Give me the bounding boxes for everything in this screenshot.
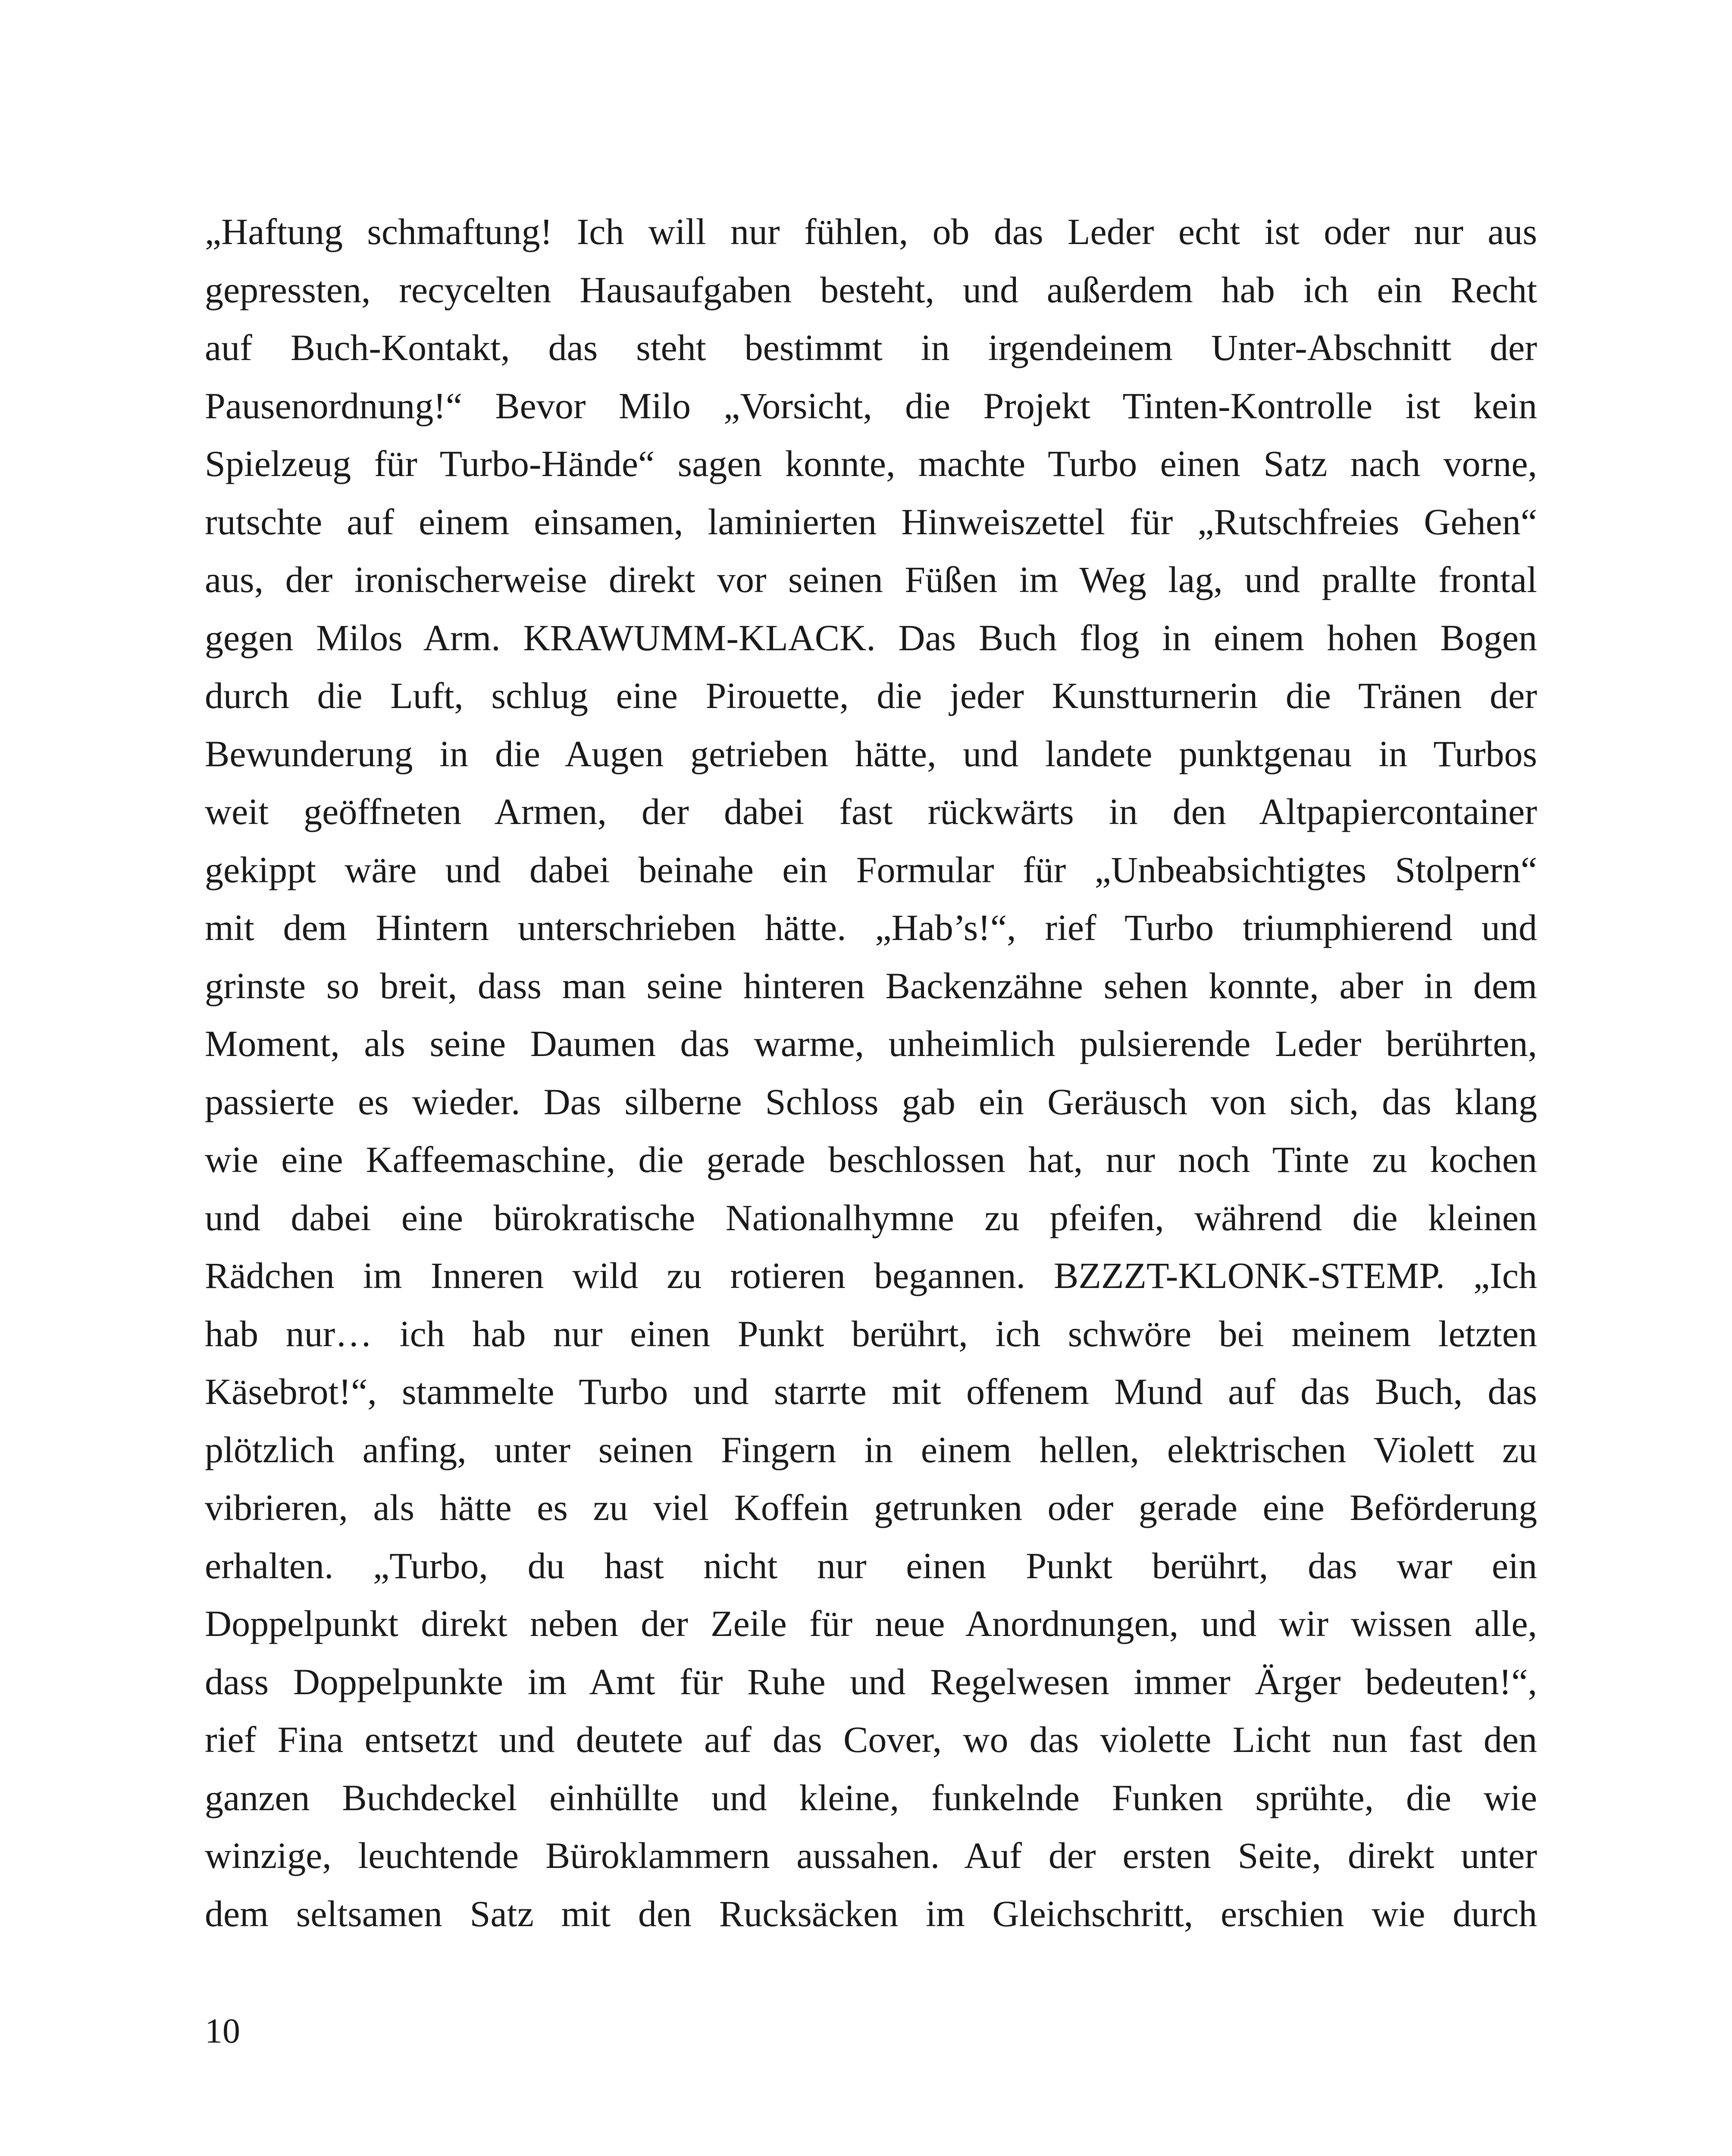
text-line: rief Fina entsetzt und deutete auf das Cover, wo das violette Licht nun fast den — [205, 1719, 1537, 1760]
text-line: gekippt wäre und dabei beinahe ein Formular für „Unbeabsichtigtes Stolpern“ — [205, 849, 1537, 890]
text-line: Moment, als seine Daumen das warme, unheimlich pulsierende Leder berührten, — [205, 1023, 1537, 1064]
text-line: winzige, leuchtende Büroklammern aussahen. Auf der ersten Seite, direkt unter — [205, 1835, 1537, 1876]
text-line: vibrieren, als hätte es zu viel Koffein getrunken oder gerade eine Beförderung — [205, 1487, 1537, 1528]
text-line: plötzlich anfing, unter seinen Fingern in einem hellen, elektrischen Violett zu — [205, 1429, 1537, 1470]
text-line: Rädchen im Inneren wild zu rotieren begannen. BZZZT-KLONK-STEMP. „Ich — [205, 1255, 1537, 1296]
text-line: weit geöffneten Armen, der dabei fast rückwärts in den Altpapiercontainer — [205, 791, 1537, 832]
text-line: wie eine Kaffeemaschine, die gerade beschlossen hat, nur noch Tinte zu kochen — [205, 1139, 1537, 1180]
text-line: Bewunderung in die Augen getrieben hätte, und landete punktgenau in Turbos — [205, 733, 1537, 774]
text-line: erhalten. „Turbo, du hast nicht nur einen Punkt berührt, das war ein — [205, 1545, 1537, 1586]
text-line: rutschte auf einem einsamen, laminierten Hinweiszettel für „Rutschfreies Gehen“ — [205, 501, 1537, 542]
text-line: dass Doppelpunkte im Amt für Ruhe und Regelwesen immer Ärger bedeuten!“, — [205, 1661, 1537, 1702]
text-line: Käsebrot!“, stammelte Turbo und starrte mit offenem Mund auf das Buch, das — [205, 1371, 1537, 1412]
text-line: mit dem Hintern unterschrieben hätte. „Hab’s!“, rief Turbo triumphierend und — [205, 907, 1537, 948]
text-line: Pausenordnung!“ Bevor Milo „Vorsicht, die Projekt Tinten-Kontrolle ist kein — [205, 385, 1537, 426]
text-line: aus, der ironischerweise direkt vor seinen Füßen im Weg lag, und prallte frontal — [205, 559, 1537, 600]
text-line: gepressten, recycelten Hausaufgaben besteht, und außerdem hab ich ein Recht — [205, 269, 1537, 310]
text-line: Doppelpunkt direkt neben der Zeile für neue Anordnungen, und wir wissen alle, — [205, 1603, 1537, 1644]
text-line: dem seltsamen Satz mit den Rucksäcken im Gleichschritt, erschien wie durch — [205, 1893, 1537, 1934]
text-line: gegen Milos Arm. KRAWUMM-KLACK. Das Buch flog in einem hohen Bogen — [205, 617, 1537, 658]
text-line: auf Buch-Kontakt, das steht bestimmt in irgendeinem Unter-Abschnitt der — [205, 327, 1537, 368]
text-line: und dabei eine bürokratische Nationalhymne zu pfeifen, während die kleinen — [205, 1197, 1537, 1238]
text-line: „Haftung schmaftung! Ich will nur fühlen, ob das Leder echt ist oder nur aus — [205, 211, 1537, 252]
text-line: grinste so breit, dass man seine hinteren Backenzähne sehen konnte, aber in dem — [205, 965, 1537, 1006]
text-line: passierte es wieder. Das silberne Schloss gab ein Geräusch von sich, das klang — [205, 1081, 1537, 1122]
text-line: durch die Luft, schlug eine Pirouette, die jeder Kunstturnerin die Tränen der — [205, 675, 1537, 716]
page-number: 10 — [205, 2011, 240, 2050]
text-line: ganzen Buchdeckel einhüllte und kleine, funkelnde Funken sprühte, die wie — [205, 1777, 1537, 1818]
text-line: Spielzeug für Turbo-Hände“ sagen konnte, machte Turbo einen Satz nach vorne, — [205, 443, 1537, 484]
text-line: hab nur… ich hab nur einen Punkt berührt, ich schwöre bei meinem letzten — [205, 1313, 1537, 1354]
body-paragraph — [205, 203, 1537, 1943]
